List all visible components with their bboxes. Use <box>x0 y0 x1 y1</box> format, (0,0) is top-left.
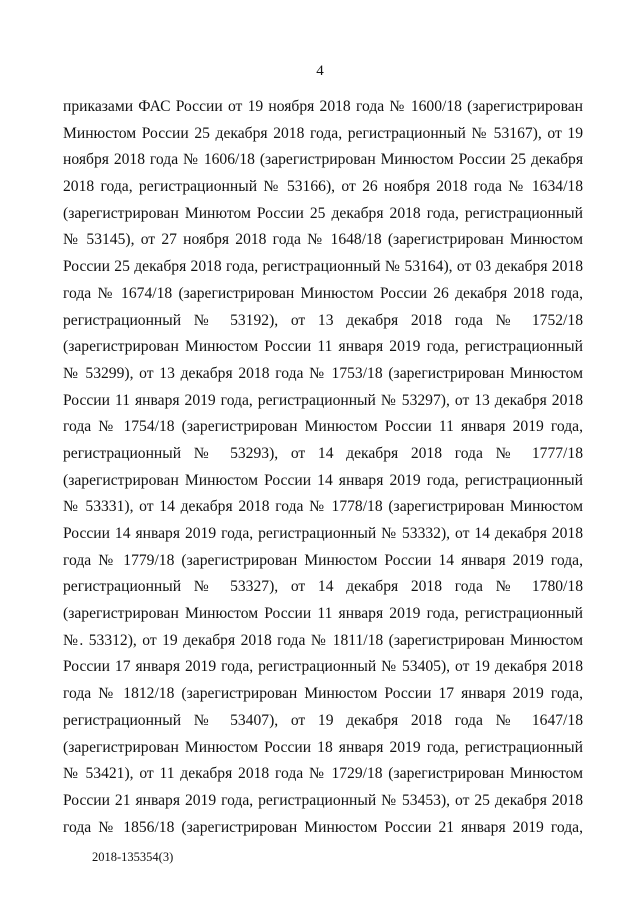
page-number: 4 <box>316 63 324 79</box>
text-line: (зарегистрирован Минюстом России 11 января 2019 года, регистрационный <box>63 605 583 623</box>
text-line: России 17 января 2019 года, регистрационный № 53405), от 19 декабря 2018 <box>63 658 583 676</box>
text-line: России 11 января 2019 года, регистрационный № 53297), от 13 декабря 2018 <box>63 391 583 409</box>
text-line: года № 1856/18 (зарегистрирован Минюстом России 21 января 2019 года, <box>63 818 583 836</box>
text-line: года № 1754/18 (зарегистрирован Минюстом России 11 января 2019 года, <box>63 418 583 436</box>
text-line: № 53145), от 27 ноября 2018 года № 1648/18 (зарегистрирован Минюстом <box>63 231 583 249</box>
text-line: регистрационный № 53407), от 19 декабря 2018 года № 1647/18 <box>63 711 583 729</box>
text-line: года № 1674/18 (зарегистрирован Минюстом России 26 декабря 2018 года, <box>63 284 583 302</box>
text-line: года № 1812/18 (зарегистрирован Минюстом России 17 января 2019 года, <box>63 685 583 703</box>
text-line: регистрационный № 53293), от 14 декабря 2018 года № 1777/18 <box>63 444 583 462</box>
text-line: (зарегистрирован Минюстом России 18 января 2019 года, регистрационный <box>63 738 583 756</box>
text-line: (зарегистрирован Минюстом России 11 января 2019 года, регистрационный <box>63 338 583 356</box>
text-line: Минюстом России 25 декабря 2018 года, регистрационный № 53167), от 19 <box>63 124 583 142</box>
text-line: 2018 года, регистрационный № 53166), от 26 ноября 2018 года № 1634/18 <box>63 178 583 196</box>
document-body <box>63 94 583 841</box>
text-line: приказами ФАС России от 19 ноября 2018 года № 1600/18 (зарегистрирован <box>63 98 583 115</box>
text-line: № 53299), от 13 декабря 2018 года № 1753/18 (зарегистрирован Минюстом <box>63 364 583 382</box>
text-line: регистрационный № 53192), от 13 декабря 2018 года № 1752/18 <box>63 311 583 329</box>
text-line: (зарегистрирован Минюстом России 14 января 2019 года, регистрационный <box>63 471 583 489</box>
document-code: 2018-135354(3) <box>92 850 174 864</box>
text-line: регистрационный № 53327), от 14 декабря 2018 года № 1780/18 <box>63 578 583 596</box>
text-line: № 53331), от 14 декабря 2018 года № 1778/18 (зарегистрирован Минюстом <box>63 498 583 516</box>
text-line: ноября 2018 года № 1606/18 (зарегистрирован Минюстом России 25 декабря <box>63 151 583 169</box>
text-line: №. 53312), от 19 декабря 2018 года № 1811/18 (зарегистрирован Минюстом <box>63 631 583 649</box>
text-line: России 21 января 2019 года, регистрационный № 53453), от 25 декабря 2018 <box>63 791 583 809</box>
text-line: России 25 декабря 2018 года, регистрационный № 53164), от 03 декабря 2018 <box>63 258 583 276</box>
text-line: № 53421), от 11 декабря 2018 года № 1729/18 (зарегистрирован Минюстом <box>63 765 583 783</box>
text-line: России 14 января 2019 года, регистрационный № 53332), от 14 декабря 2018 <box>63 525 583 542</box>
text-line: (зарегистрирован Минютом России 25 декабря 2018 года, регистрационный <box>63 204 583 222</box>
text-line: года № 1779/18 (зарегистрирован Минюстом России 14 января 2019 года, <box>63 551 583 569</box>
